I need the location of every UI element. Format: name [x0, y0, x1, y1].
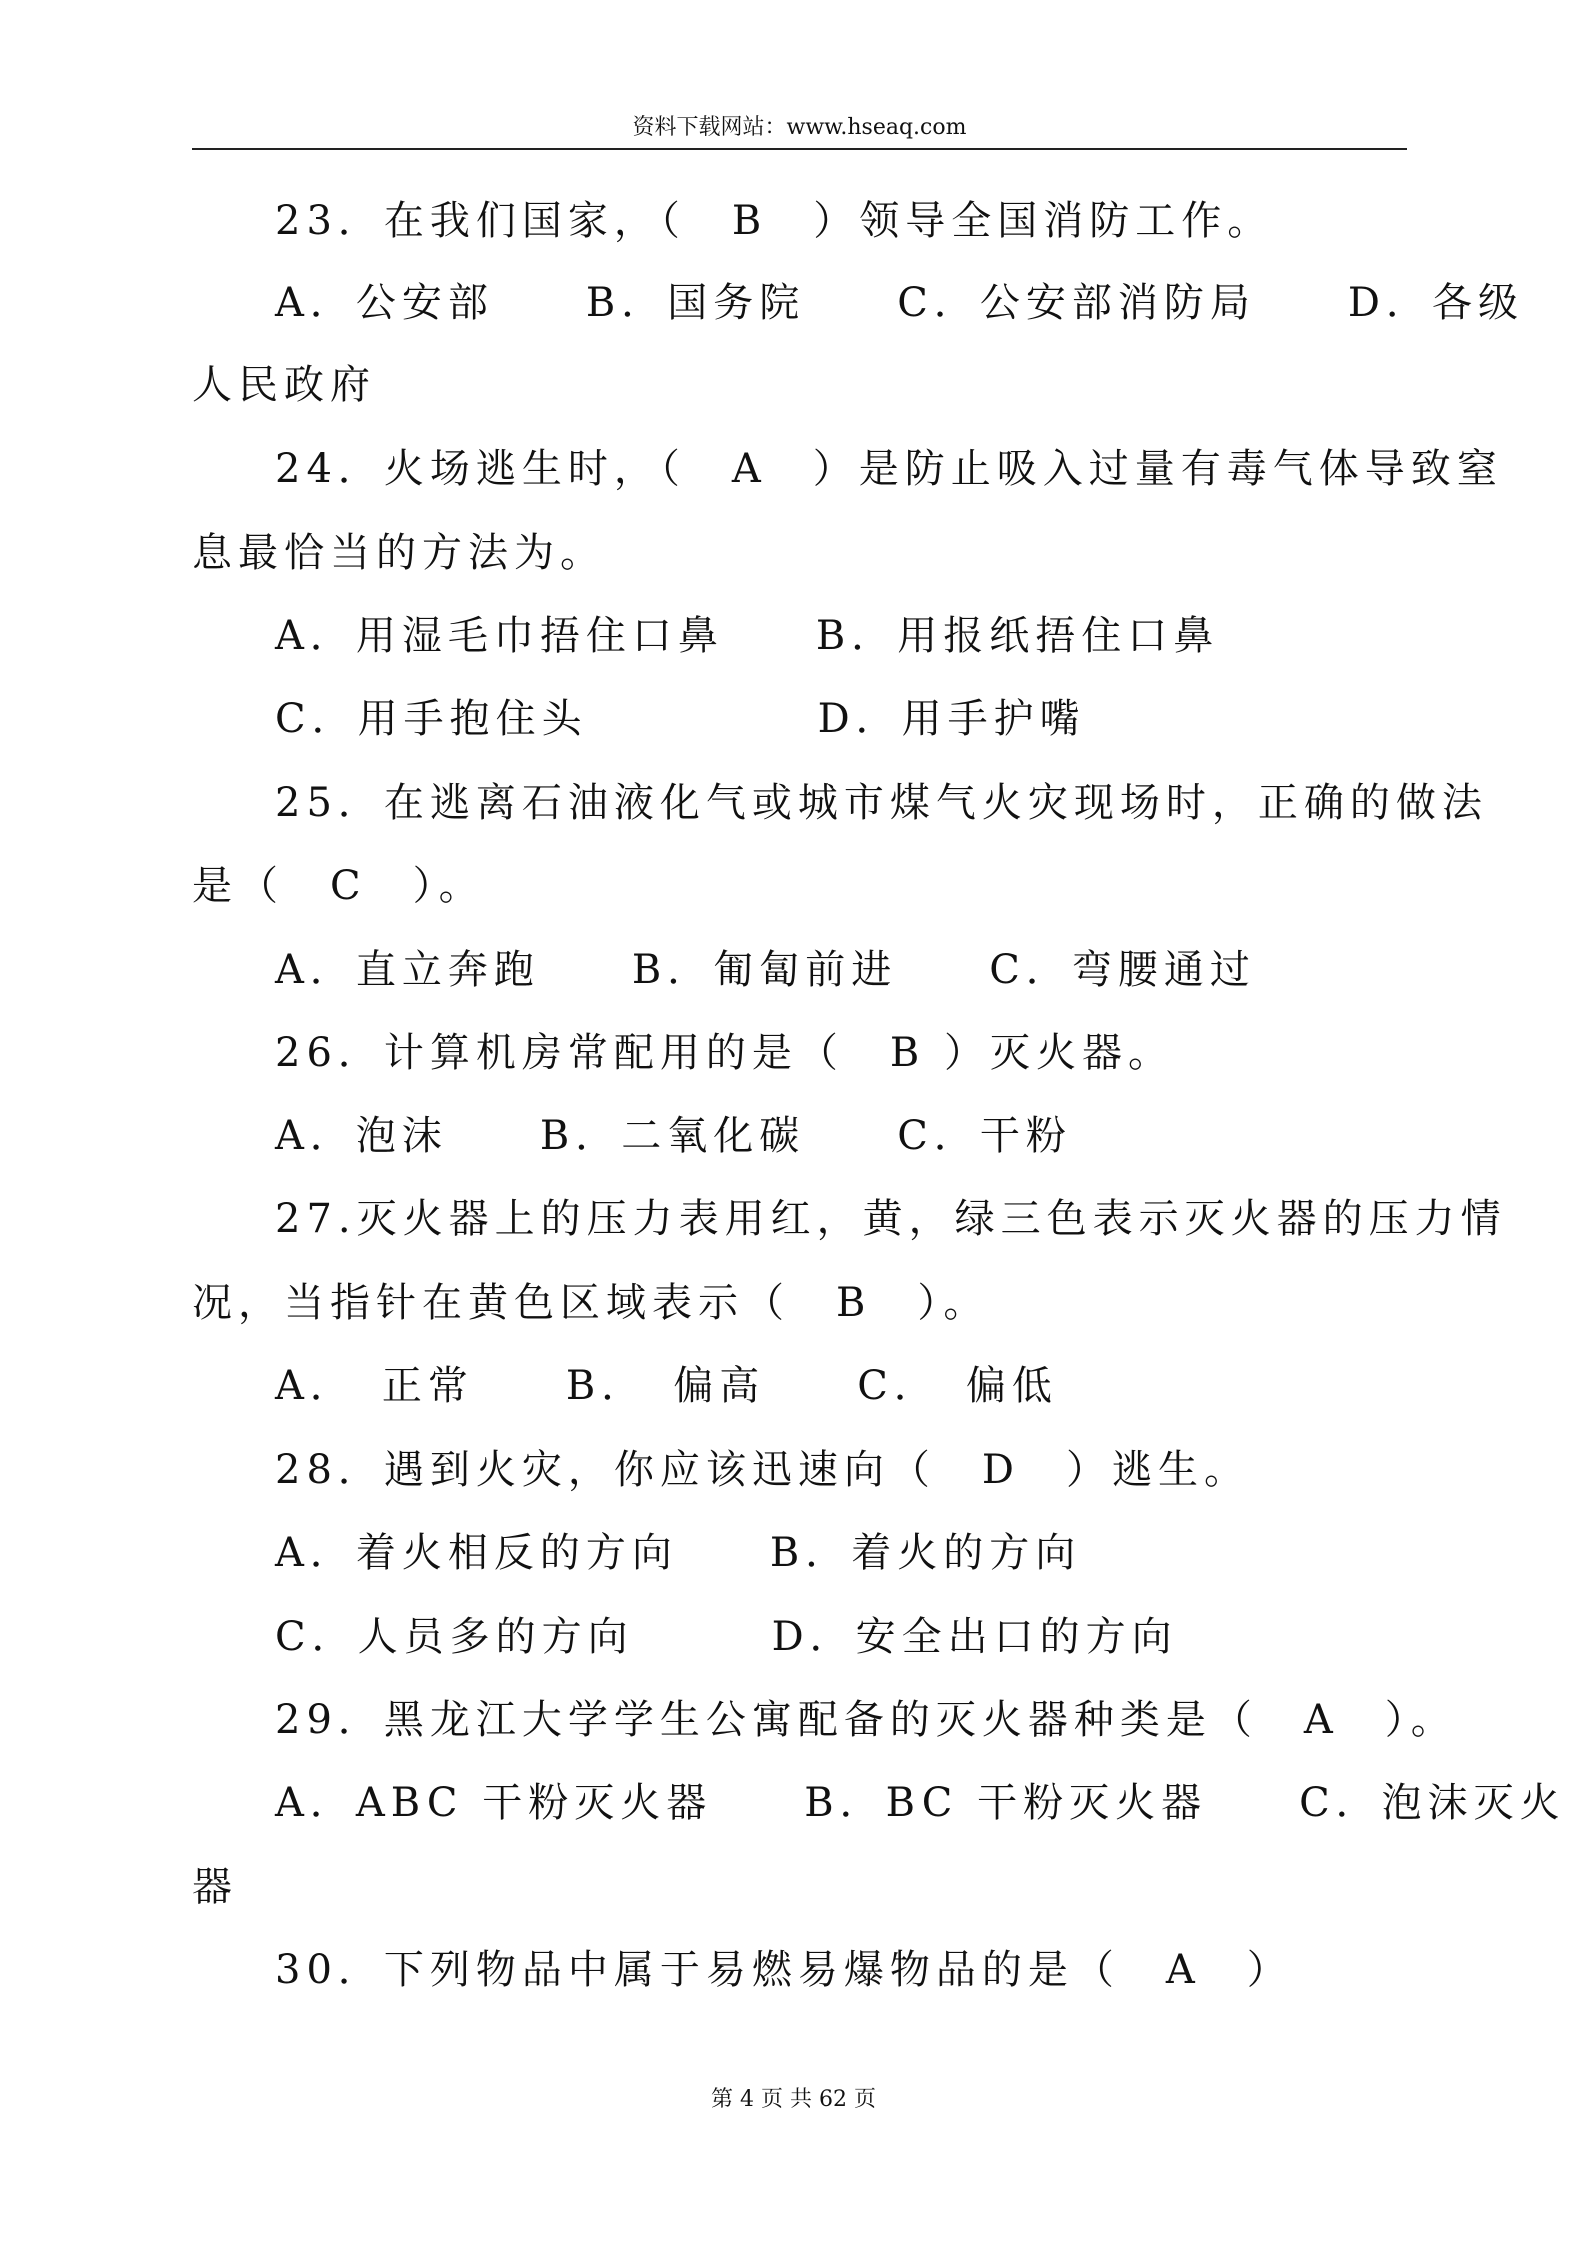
question-27: 27.灭火器上的压力表用红，黄，绿三色表示灭火器的压力情	[275, 1196, 1507, 1242]
question-29: 29．黑龙江大学学生公寓配备的灭火器种类是（ A ）。	[275, 1697, 1457, 1743]
page-footer: 第 4 页 共 62 页	[711, 2087, 876, 2112]
question-24-cont: 息最恰当的方法为。	[192, 530, 606, 576]
question-30: 30．下列物品中属于易燃易爆物品的是（ A ）	[275, 1947, 1293, 1993]
options-23-cont: 人民政府	[192, 362, 376, 408]
question-25-cont: 是（ C ）。	[192, 863, 485, 909]
options-26: A．泡沫 B．二氧化碳 C．干粉	[275, 1113, 1072, 1159]
options-25: A．直立奔跑 B．匍匐前进 C．弯腰通过	[275, 947, 1256, 993]
options-27: A． 正常 B． 偏高 C． 偏低	[275, 1363, 1058, 1409]
options-28-cd: C．人员多的方向 D．安全出口的方向	[275, 1614, 1178, 1660]
options-24-cd: C．用手抱住头 D．用手护嘴	[275, 696, 1086, 742]
question-26: 26．计算机房常配用的是（ B ）灭火器。	[275, 1030, 1175, 1076]
options-23: A．公安部 B．国务院 C．公安部消防局 D．各级	[275, 280, 1524, 326]
question-28: 28．遇到火灾，你应该迅速向（ D ）逃生。	[275, 1447, 1250, 1493]
options-29: A．ABC 干粉灭火器 B．BC 干粉灭火器 C．泡沫灭火	[275, 1780, 1566, 1826]
page-header: 资料下载网站：www.hseaq.com	[632, 115, 967, 140]
question-23: 23．在我们国家，（ B ）领导全国消防工作。	[275, 198, 1274, 244]
options-29-cont: 器	[192, 1864, 238, 1910]
options-28-ab: A．着火相反的方向 B．着火的方向	[275, 1530, 1082, 1576]
options-24-ab: A．用湿毛巾捂住口鼻 B．用报纸捂住口鼻	[275, 613, 1220, 659]
question-27-cont: 况，当指针在黄色区域表示（ B ）。	[192, 1280, 990, 1326]
question-24: 24．火场逃生时，（ A ）是防止吸入过量有毒气体导致窒	[275, 446, 1503, 492]
header-divider	[192, 148, 1407, 150]
question-25: 25．在逃离石油液化气或城市煤气火灾现场时，正确的做法	[275, 780, 1488, 826]
